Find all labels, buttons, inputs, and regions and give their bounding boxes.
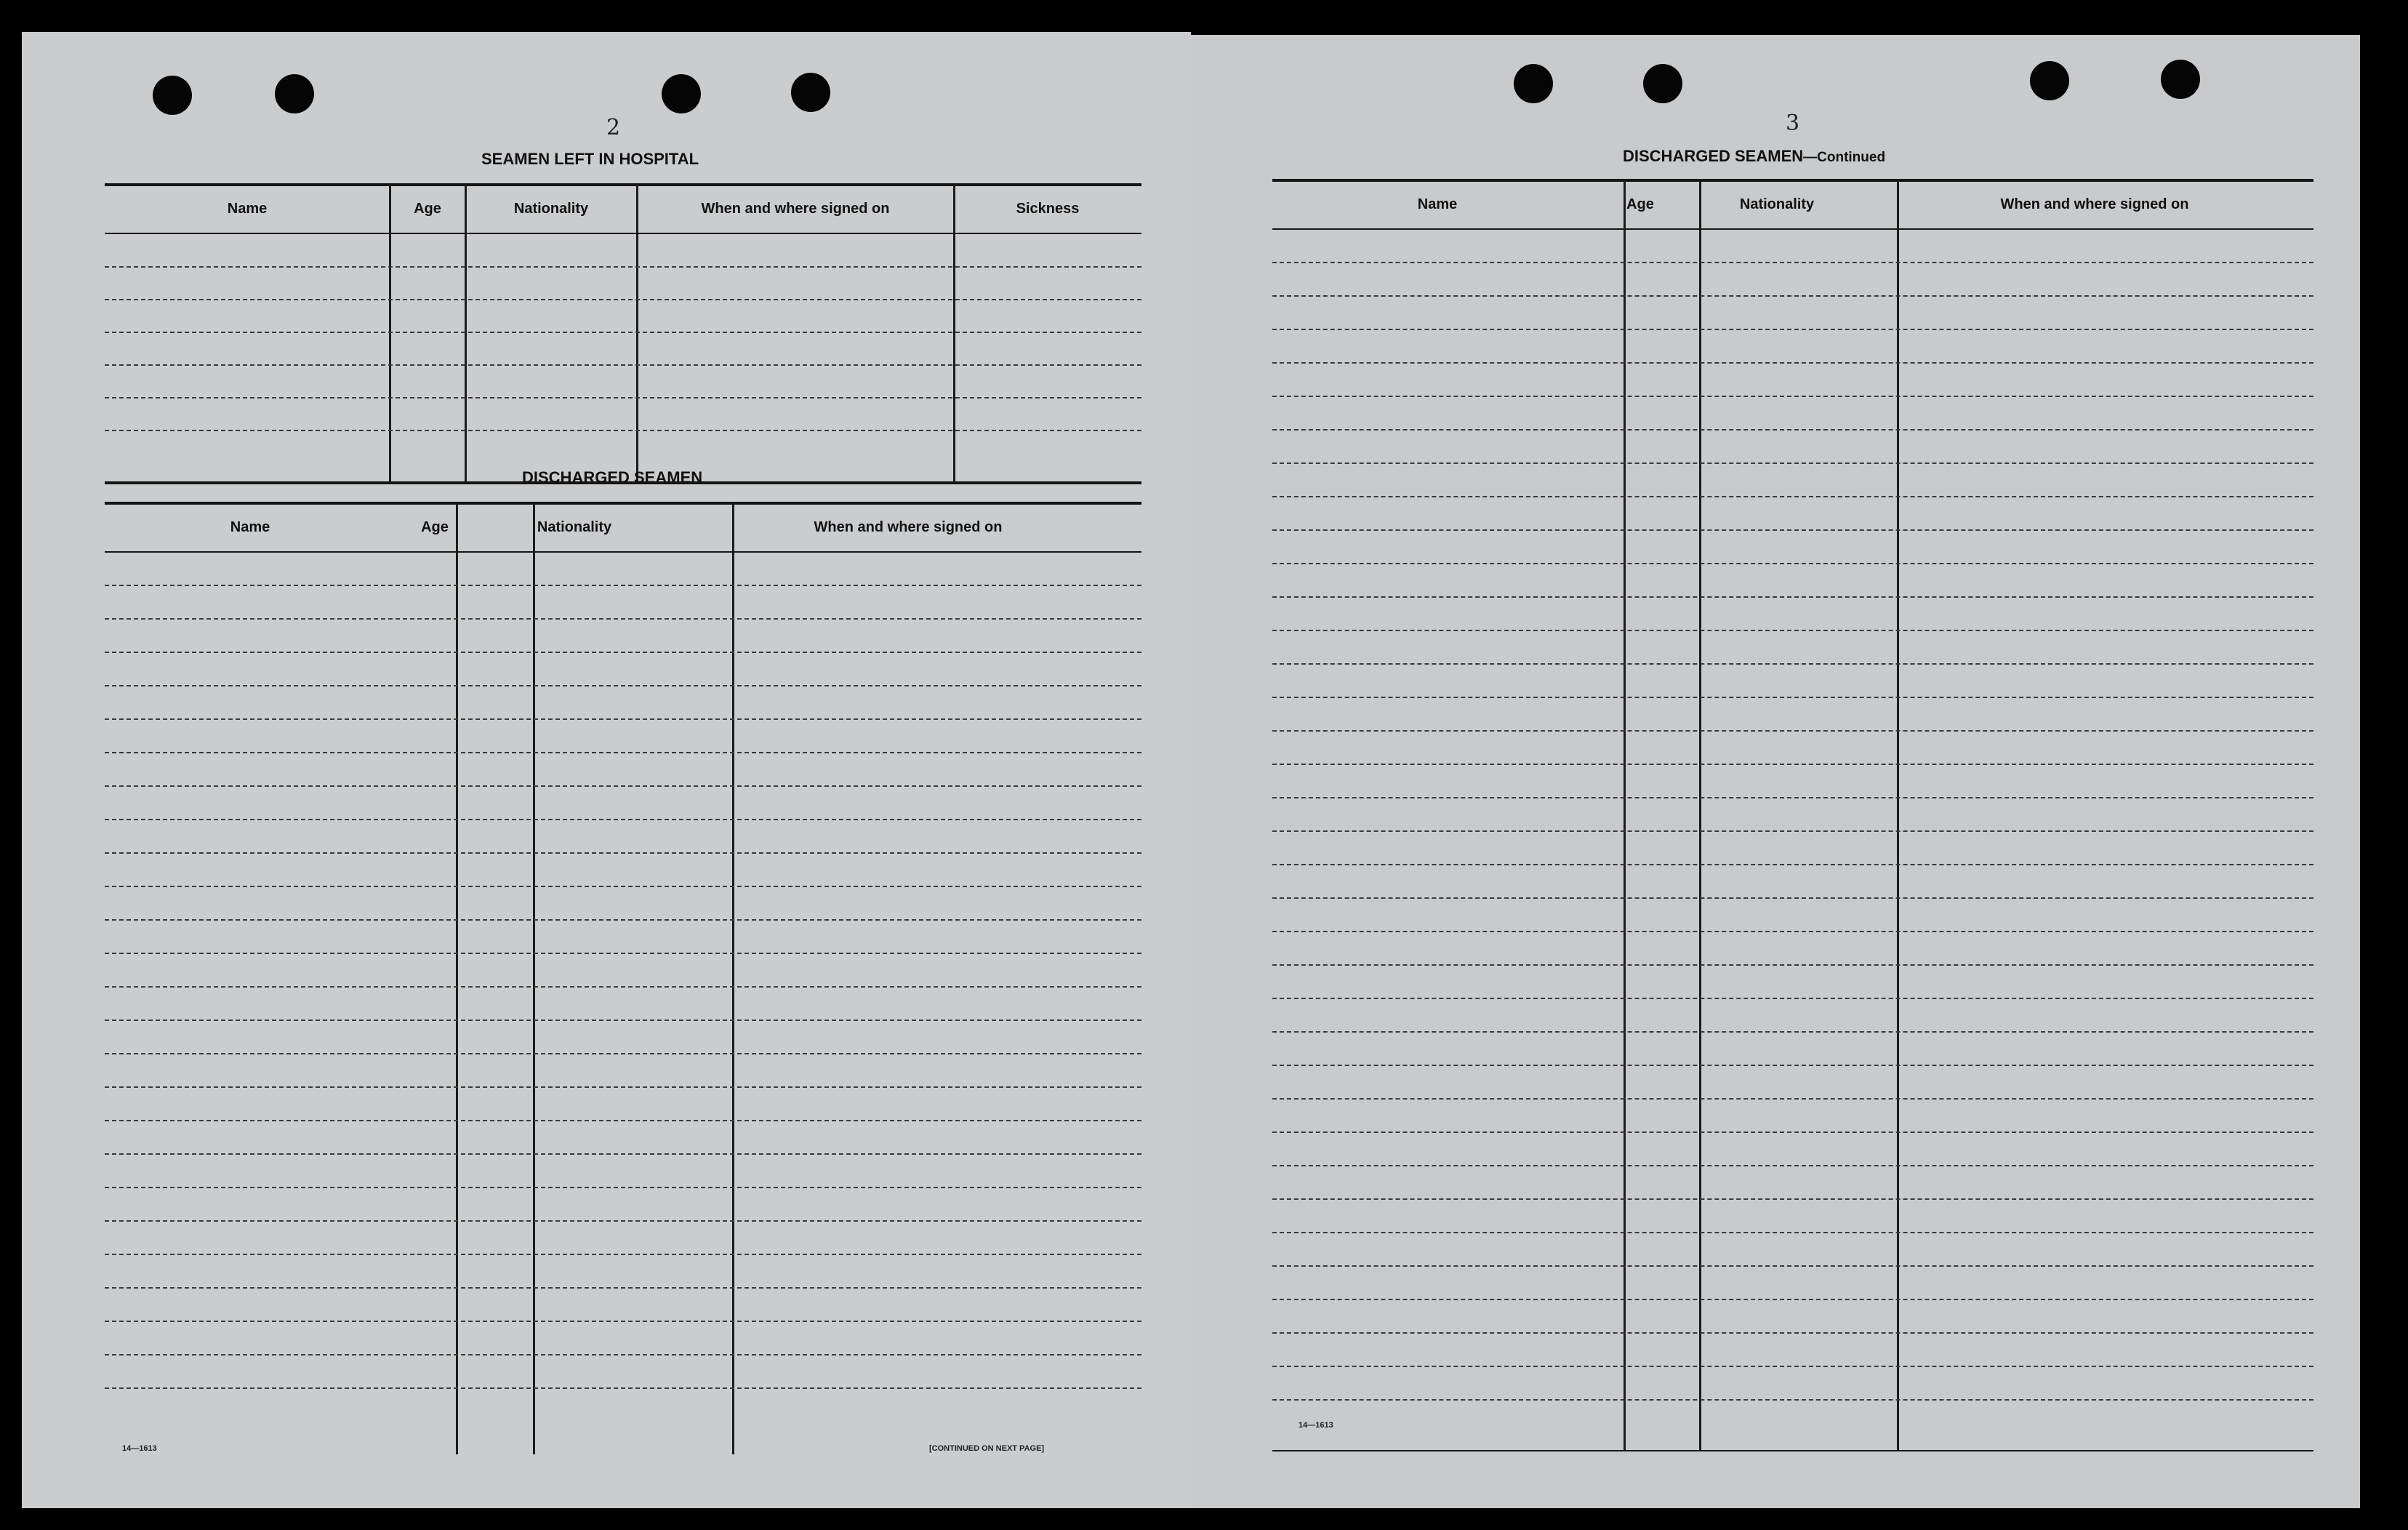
ruled-line bbox=[1272, 1332, 2313, 1334]
ruled-line bbox=[105, 652, 1141, 653]
page-title bbox=[1623, 147, 1885, 166]
column-divider bbox=[1897, 180, 1899, 1451]
punch-hole bbox=[2161, 60, 2200, 99]
column-divider bbox=[533, 503, 535, 1454]
header-rule bbox=[105, 233, 1141, 234]
ruled-line bbox=[105, 1387, 1141, 1389]
ruled-line bbox=[105, 1354, 1141, 1355]
ruled-line bbox=[105, 299, 1141, 300]
ruled-line bbox=[1272, 1198, 2313, 1200]
form-number: 14—1613 bbox=[1299, 1421, 1333, 1430]
punch-hole bbox=[662, 74, 701, 113]
ruled-line bbox=[1272, 329, 2313, 330]
ruled-line bbox=[1272, 864, 2313, 865]
header-rule bbox=[105, 551, 1141, 553]
table-top-rule bbox=[105, 502, 1141, 505]
column-divider bbox=[953, 185, 955, 484]
column-header-name: Name bbox=[227, 201, 268, 217]
left-page bbox=[22, 32, 1191, 1508]
ruled-line bbox=[1272, 362, 2313, 364]
table-bottom-rule bbox=[1272, 1450, 2313, 1451]
ruled-line bbox=[1272, 830, 2313, 832]
column-divider bbox=[389, 185, 391, 484]
page-number: 3 bbox=[1786, 111, 1800, 136]
ruled-line bbox=[105, 397, 1141, 398]
ruled-line bbox=[105, 852, 1141, 854]
ruled-line bbox=[1272, 1232, 2313, 1233]
column-header-signed-on: When and where signed on bbox=[2000, 196, 2189, 212]
punch-hole bbox=[1514, 64, 1553, 103]
ruled-line bbox=[1272, 295, 2313, 297]
column-header-age: Age bbox=[1626, 196, 1654, 212]
ruled-line bbox=[105, 986, 1141, 988]
ruled-line bbox=[105, 364, 1141, 366]
ruled-line bbox=[1272, 1165, 2313, 1166]
column-divider bbox=[636, 185, 638, 484]
column-header-name: Name bbox=[1417, 196, 1458, 212]
ruled-line bbox=[1272, 262, 2313, 263]
ruled-line bbox=[105, 1287, 1141, 1289]
ruled-line bbox=[1272, 764, 2313, 765]
ruled-line bbox=[1272, 931, 2313, 932]
punch-hole bbox=[2030, 61, 2069, 100]
ruled-line bbox=[1272, 998, 2313, 999]
ruled-line bbox=[1272, 1265, 2313, 1267]
column-header-nationality: Nationality bbox=[1739, 196, 1815, 212]
column-header-name: Name bbox=[230, 519, 270, 535]
ruled-line bbox=[105, 1321, 1141, 1322]
ruled-line bbox=[105, 953, 1141, 954]
ruled-line bbox=[1272, 396, 2313, 397]
ruled-line bbox=[1272, 730, 2313, 732]
ruled-line bbox=[1272, 697, 2313, 698]
ruled-line bbox=[105, 1187, 1141, 1188]
ruled-line bbox=[105, 886, 1141, 887]
punch-hole bbox=[153, 76, 192, 115]
ruled-line bbox=[1272, 429, 2313, 430]
punch-hole bbox=[275, 74, 314, 113]
ruled-line bbox=[1272, 563, 2313, 564]
continued-note: [CONTINUED ON NEXT PAGE] bbox=[929, 1444, 1045, 1453]
column-divider bbox=[456, 503, 458, 1454]
right-page bbox=[1191, 35, 2360, 1508]
ruled-line bbox=[105, 1020, 1141, 1021]
ruled-line bbox=[105, 1120, 1141, 1121]
ruled-line bbox=[1272, 630, 2313, 631]
ruled-line bbox=[1272, 1065, 2313, 1066]
column-divider bbox=[732, 503, 734, 1454]
column-header-age: Age bbox=[421, 519, 449, 535]
table-top-rule bbox=[1272, 179, 2313, 182]
title-main: DISCHARGED SEAMEN bbox=[1623, 147, 1804, 165]
ruled-line bbox=[105, 752, 1141, 753]
column-header-nationality: Nationality bbox=[537, 519, 612, 535]
ruled-line bbox=[1272, 797, 2313, 798]
ruled-line bbox=[1272, 1132, 2313, 1133]
ruled-line bbox=[1272, 1098, 2313, 1100]
ruled-line bbox=[105, 266, 1141, 268]
page-number: 2 bbox=[606, 115, 621, 140]
ruled-line bbox=[105, 332, 1141, 333]
ruled-line bbox=[105, 1220, 1141, 1222]
column-divider bbox=[465, 185, 467, 484]
ruled-line bbox=[105, 1153, 1141, 1155]
column-divider bbox=[1624, 180, 1626, 1451]
ruled-line bbox=[1272, 1299, 2313, 1300]
punch-hole bbox=[1643, 64, 1682, 103]
ruled-line bbox=[1272, 462, 2313, 464]
hospital-section-title: SEAMEN LEFT IN HOSPITAL bbox=[481, 150, 699, 168]
table-top-rule bbox=[105, 183, 1141, 186]
ruled-line bbox=[1272, 529, 2313, 531]
ruled-line bbox=[105, 919, 1141, 921]
column-header-signed-on: When and where signed on bbox=[814, 519, 1003, 535]
ruled-line bbox=[105, 1254, 1141, 1255]
column-header-age: Age bbox=[414, 201, 441, 217]
ruled-line bbox=[105, 819, 1141, 820]
header-rule bbox=[1272, 228, 2313, 230]
ruled-line bbox=[105, 585, 1141, 586]
column-header-signed-on: When and where signed on bbox=[701, 201, 890, 217]
column-header-sickness: Sickness bbox=[1016, 201, 1080, 217]
ruled-line bbox=[1272, 964, 2313, 966]
ruled-line bbox=[1272, 1366, 2313, 1367]
ruled-line bbox=[1272, 596, 2313, 598]
title-suffix: —Continued bbox=[1803, 150, 1886, 165]
ruled-line bbox=[105, 1053, 1141, 1054]
ruled-line bbox=[105, 1086, 1141, 1088]
ruled-line bbox=[1272, 496, 2313, 497]
form-number: 14—1613 bbox=[122, 1444, 157, 1453]
column-header-nationality: Nationality bbox=[513, 201, 589, 217]
ruled-line bbox=[105, 685, 1141, 686]
ruled-line bbox=[1272, 1031, 2313, 1033]
ruled-line bbox=[105, 718, 1141, 720]
ruled-line bbox=[105, 785, 1141, 787]
ruled-line bbox=[1272, 663, 2313, 665]
column-divider bbox=[1699, 180, 1701, 1451]
ruled-line bbox=[105, 430, 1141, 431]
punch-hole bbox=[791, 73, 830, 112]
ruled-line bbox=[105, 618, 1141, 620]
discharged-section-title: DISCHARGED SEAMEN bbox=[522, 468, 703, 486]
ruled-line bbox=[1272, 897, 2313, 899]
ruled-line bbox=[1272, 1399, 2313, 1401]
